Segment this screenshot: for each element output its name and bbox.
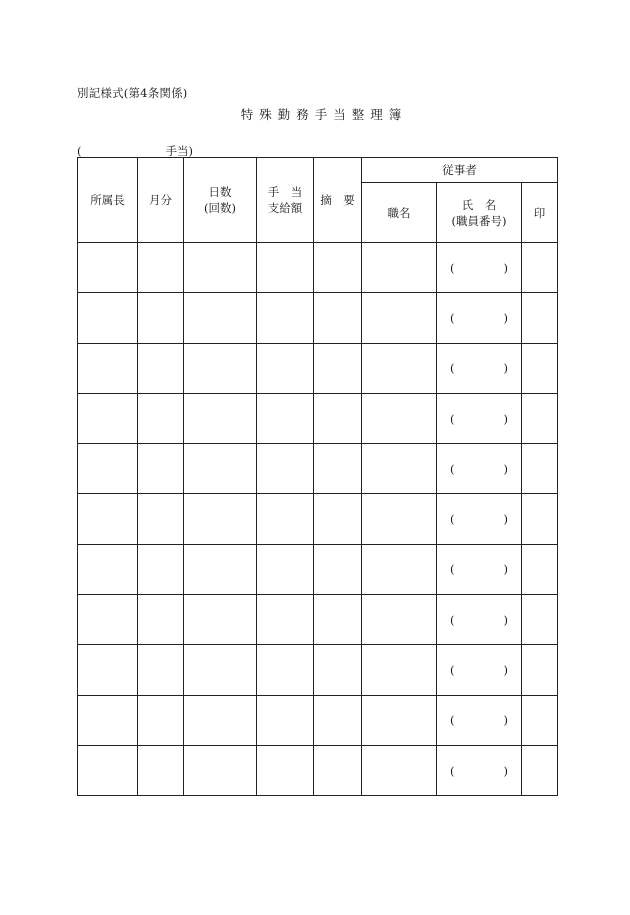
name-cell[interactable]	[437, 645, 522, 695]
table-row	[78, 343, 558, 393]
position-cell[interactable]	[362, 293, 437, 343]
supervisor-cell[interactable]	[78, 393, 138, 443]
header-summary: 摘 要	[314, 158, 362, 243]
table-row	[78, 544, 558, 594]
month-cell[interactable]	[138, 695, 184, 745]
days-cell[interactable]	[184, 243, 257, 293]
close-paren: )	[503, 512, 508, 527]
seal-cell[interactable]	[522, 243, 558, 293]
amount-cell[interactable]	[257, 293, 314, 343]
seal-cell[interactable]	[522, 695, 558, 745]
days-cell[interactable]	[184, 544, 257, 594]
seal-cell[interactable]	[522, 494, 558, 544]
amount-cell[interactable]	[257, 745, 314, 795]
close-paren: )	[503, 461, 508, 476]
table-row	[78, 293, 558, 343]
amount-cell[interactable]	[257, 595, 314, 645]
name-cell[interactable]	[437, 393, 522, 443]
summary-cell[interactable]	[314, 444, 362, 494]
close-paren: )	[503, 562, 508, 577]
amount-cell[interactable]	[257, 494, 314, 544]
employee-number-parens	[450, 763, 508, 779]
supervisor-cell[interactable]	[78, 494, 138, 544]
employee-number-parens	[450, 561, 508, 577]
summary-cell[interactable]	[314, 243, 362, 293]
table-row	[78, 444, 558, 494]
close-paren: )	[503, 713, 508, 728]
name-cell[interactable]	[437, 745, 522, 795]
supervisor-cell[interactable]	[78, 595, 138, 645]
employee-number-parens	[450, 411, 508, 427]
open-paren: (	[450, 663, 455, 678]
month-cell[interactable]	[138, 243, 184, 293]
supervisor-cell[interactable]	[78, 745, 138, 795]
days-cell[interactable]	[184, 393, 257, 443]
days-cell[interactable]	[184, 745, 257, 795]
supervisor-cell[interactable]	[78, 444, 138, 494]
header-position: 職名	[362, 183, 437, 243]
month-cell[interactable]	[138, 544, 184, 594]
register-rows	[78, 243, 558, 796]
close-paren: )	[503, 763, 508, 778]
amount-cell[interactable]	[257, 645, 314, 695]
header-seal: 印	[522, 183, 558, 243]
position-cell[interactable]	[362, 343, 437, 393]
supervisor-cell[interactable]	[78, 544, 138, 594]
allowance-suffix: 手当)	[165, 144, 193, 158]
seal-cell[interactable]	[522, 343, 558, 393]
allowance-register-table	[77, 157, 558, 796]
days-cell[interactable]	[184, 645, 257, 695]
position-cell[interactable]	[362, 695, 437, 745]
close-paren: )	[503, 411, 508, 426]
name-cell[interactable]	[437, 444, 522, 494]
open-paren: (	[450, 562, 455, 577]
name-cell[interactable]	[437, 544, 522, 594]
seal-cell[interactable]	[522, 444, 558, 494]
header-allowance-line1: 手 当	[267, 185, 303, 199]
position-cell[interactable]	[362, 494, 437, 544]
name-cell[interactable]	[437, 494, 522, 544]
table-row	[78, 393, 558, 443]
days-cell[interactable]	[184, 494, 257, 544]
table-row	[78, 695, 558, 745]
seal-cell[interactable]	[522, 544, 558, 594]
position-cell[interactable]	[362, 393, 437, 443]
close-paren: )	[503, 663, 508, 678]
position-cell[interactable]	[362, 243, 437, 293]
table-row	[78, 595, 558, 645]
header-allowance-amount	[257, 158, 314, 243]
seal-cell[interactable]	[522, 595, 558, 645]
month-cell[interactable]	[138, 343, 184, 393]
days-cell[interactable]	[184, 695, 257, 745]
supervisor-cell[interactable]	[78, 243, 138, 293]
summary-cell[interactable]	[314, 343, 362, 393]
amount-cell[interactable]	[257, 544, 314, 594]
summary-cell[interactable]	[314, 645, 362, 695]
header-supervisor: 所属長	[78, 158, 138, 243]
header-name-line2: (職員番号)	[451, 213, 507, 228]
header-name	[437, 183, 522, 243]
seal-cell[interactable]	[522, 393, 558, 443]
employee-number-parens	[450, 662, 508, 678]
supervisor-cell[interactable]	[78, 343, 138, 393]
open-paren: (	[450, 461, 455, 476]
table-row	[78, 745, 558, 795]
employee-number-parens	[450, 310, 508, 326]
employee-number-parens	[450, 260, 508, 276]
position-cell[interactable]	[362, 595, 437, 645]
amount-cell[interactable]	[257, 444, 314, 494]
header-name-line1: 氏 名	[461, 197, 497, 212]
open-paren: (	[450, 763, 455, 778]
close-paren: )	[503, 310, 508, 325]
summary-cell[interactable]	[314, 695, 362, 745]
amount-cell[interactable]	[257, 393, 314, 443]
employee-number-parens	[450, 612, 508, 628]
amount-cell[interactable]	[257, 695, 314, 745]
employee-number-parens	[450, 511, 508, 527]
days-cell[interactable]	[184, 444, 257, 494]
table-row	[78, 494, 558, 544]
close-paren: )	[503, 612, 508, 627]
header-days-line1: 日数	[208, 185, 232, 199]
amount-cell[interactable]	[257, 243, 314, 293]
open-paren: (	[450, 411, 455, 426]
summary-cell[interactable]	[314, 595, 362, 645]
summary-cell[interactable]	[314, 393, 362, 443]
name-cell[interactable]	[437, 695, 522, 745]
position-cell[interactable]	[362, 544, 437, 594]
employee-number-parens	[450, 461, 508, 477]
month-cell[interactable]	[138, 393, 184, 443]
month-cell[interactable]	[138, 494, 184, 544]
summary-cell[interactable]	[314, 745, 362, 795]
name-cell[interactable]	[437, 293, 522, 343]
days-cell[interactable]	[184, 343, 257, 393]
month-cell[interactable]	[138, 645, 184, 695]
employee-number-parens	[450, 360, 508, 376]
open-paren: (	[450, 260, 455, 275]
month-cell[interactable]	[138, 293, 184, 343]
header-days-line2: (回数)	[204, 201, 236, 215]
supervisor-cell[interactable]	[78, 645, 138, 695]
month-cell[interactable]	[138, 745, 184, 795]
header-worker-group: 従事者	[362, 158, 558, 183]
seal-cell[interactable]	[522, 645, 558, 695]
days-cell[interactable]	[184, 293, 257, 343]
summary-cell[interactable]	[314, 293, 362, 343]
days-cell[interactable]	[184, 595, 257, 645]
summary-cell[interactable]	[314, 544, 362, 594]
position-cell[interactable]	[362, 645, 437, 695]
open-paren: (	[450, 310, 455, 325]
open-paren: (	[450, 713, 455, 728]
form-label: 別記様式(第4条関係)	[77, 86, 188, 100]
form-title: 特殊勤務手当整理簿	[240, 107, 408, 122]
table-row	[78, 243, 558, 293]
employee-number-parens	[450, 712, 508, 728]
seal-cell[interactable]	[522, 293, 558, 343]
position-cell[interactable]	[362, 745, 437, 795]
name-cell[interactable]	[437, 595, 522, 645]
header-allowance-line2: 支給額	[267, 201, 303, 215]
month-cell[interactable]	[138, 595, 184, 645]
supervisor-cell[interactable]	[78, 293, 138, 343]
open-paren: (	[450, 612, 455, 627]
header-days	[184, 158, 257, 243]
allowance-open-paren: (	[77, 144, 82, 158]
summary-cell[interactable]	[314, 494, 362, 544]
open-paren: (	[450, 512, 455, 527]
position-cell[interactable]	[362, 444, 437, 494]
name-cell[interactable]	[437, 243, 522, 293]
amount-cell[interactable]	[257, 343, 314, 393]
name-cell[interactable]	[437, 343, 522, 393]
close-paren: )	[503, 361, 508, 376]
table-row	[78, 645, 558, 695]
header-month: 月分	[138, 158, 184, 243]
month-cell[interactable]	[138, 444, 184, 494]
close-paren: )	[503, 260, 508, 275]
supervisor-cell[interactable]	[78, 695, 138, 745]
seal-cell[interactable]	[522, 745, 558, 795]
open-paren: (	[450, 361, 455, 376]
